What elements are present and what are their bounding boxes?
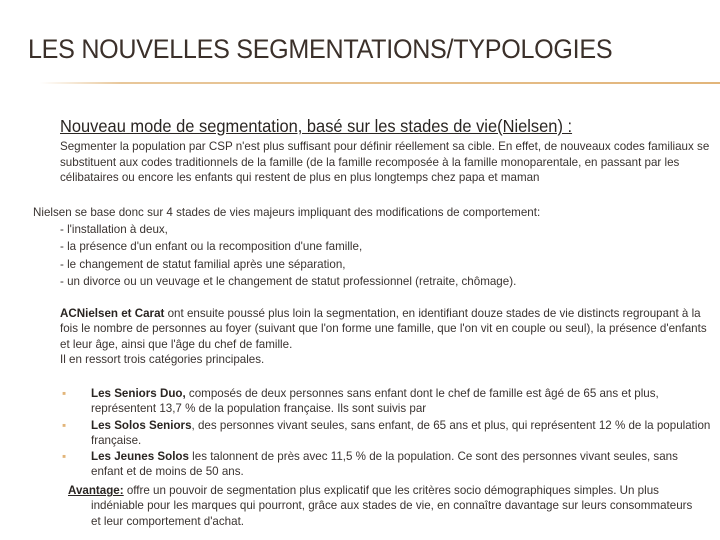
- stage-item: - l'installation à deux,: [60, 223, 168, 237]
- category-text: composés de deux personnes sans enfant dont le chef de famille est âgé de 65 ans et plus, représentent 13,7 % de la population française. Ils sont suivis par: [91, 387, 659, 416]
- bullet-icon: ▪: [62, 450, 67, 464]
- category-item: [62, 418, 712, 449]
- nielsen-stages: [33, 204, 713, 290]
- stage-item: - le changement de statut familial après une séparation,: [60, 257, 346, 271]
- category-text: , des personnes vivant seules, sans enfant, de 65 ans et plus, qui représentent 12 % de la population française.: [91, 418, 711, 447]
- advantage-text-cont: indéniable pour les marques qui pourront, grâce aux stades de vie, en connaître davantage sur leurs consommateurs et leur comportement d'achat.: [91, 499, 693, 528]
- categories-list: [62, 386, 712, 481]
- acnielsen-text: ont ensuite poussé plus loin la segmentation, en identifiant douze stades de vie distincts regroupant à la fois le nombre de personnes au foyer (suivant que l'on forme une famille, que l'on vit en couple ou seul), la présence d'enfants et leur âge, ainsi que l'âge du chef de famille.: [60, 307, 707, 351]
- slide-title: LES NOUVELLES SEGMENTATIONS/TYPOLOGIES: [28, 34, 613, 64]
- advantage-label: Avantage:: [68, 484, 124, 497]
- stage-item: - la présence d'un enfant ou la recomposition d'une famille,: [60, 240, 363, 254]
- category-item: [62, 386, 712, 417]
- bullet-icon: ▪: [62, 418, 67, 432]
- category-text: les talonnent de près avec 11,5 % de la population. Ce sont des personnes vivant seules, sans enfant et de moins de 50 ans.: [91, 450, 678, 479]
- acnielsen-bold: ACNielsen et Carat: [60, 307, 165, 320]
- stage-item: - un divorce ou un veuvage et le changement de statut professionnel (retraite, chômage).: [60, 274, 517, 288]
- category-name: Les Jeunes Solos: [91, 450, 189, 464]
- acnielsen-line2: Il en ressort trois catégories principales.: [60, 352, 265, 366]
- category-name: Les Seniors Duo,: [91, 387, 186, 400]
- title-divider: [40, 82, 720, 84]
- advantage-text: offre un pouvoir de segmentation plus explicatif que les critères socio démographiques simples. Un plus: [123, 484, 659, 497]
- acnielsen-paragraph: [60, 306, 710, 367]
- nielsen-lead: Nielsen se base donc sur 4 stades de vies majeurs impliquant des modifications de comportement:: [33, 206, 541, 219]
- category-name: Les Solos Seniors: [91, 418, 192, 432]
- category-item: [62, 449, 712, 480]
- bullet-icon: ▪: [62, 387, 67, 400]
- section-subtitle: Nouveau mode de segmentation, basé sur les stades de vie(Nielsen) :: [60, 116, 573, 136]
- intro-paragraph: Segmenter la population par CSP n'est plus suffisant pour définir réellement sa cible. En effet, de nouveaux codes familiaux se substituent aux codes traditionnels de la famille (de la famille recomposée à la famille monoparentale, en passant par les célibataires ou encore les enfants qui restent de plus en plus longtemps chez papa et maman: [60, 140, 710, 184]
- advantage-paragraph: [68, 483, 698, 529]
